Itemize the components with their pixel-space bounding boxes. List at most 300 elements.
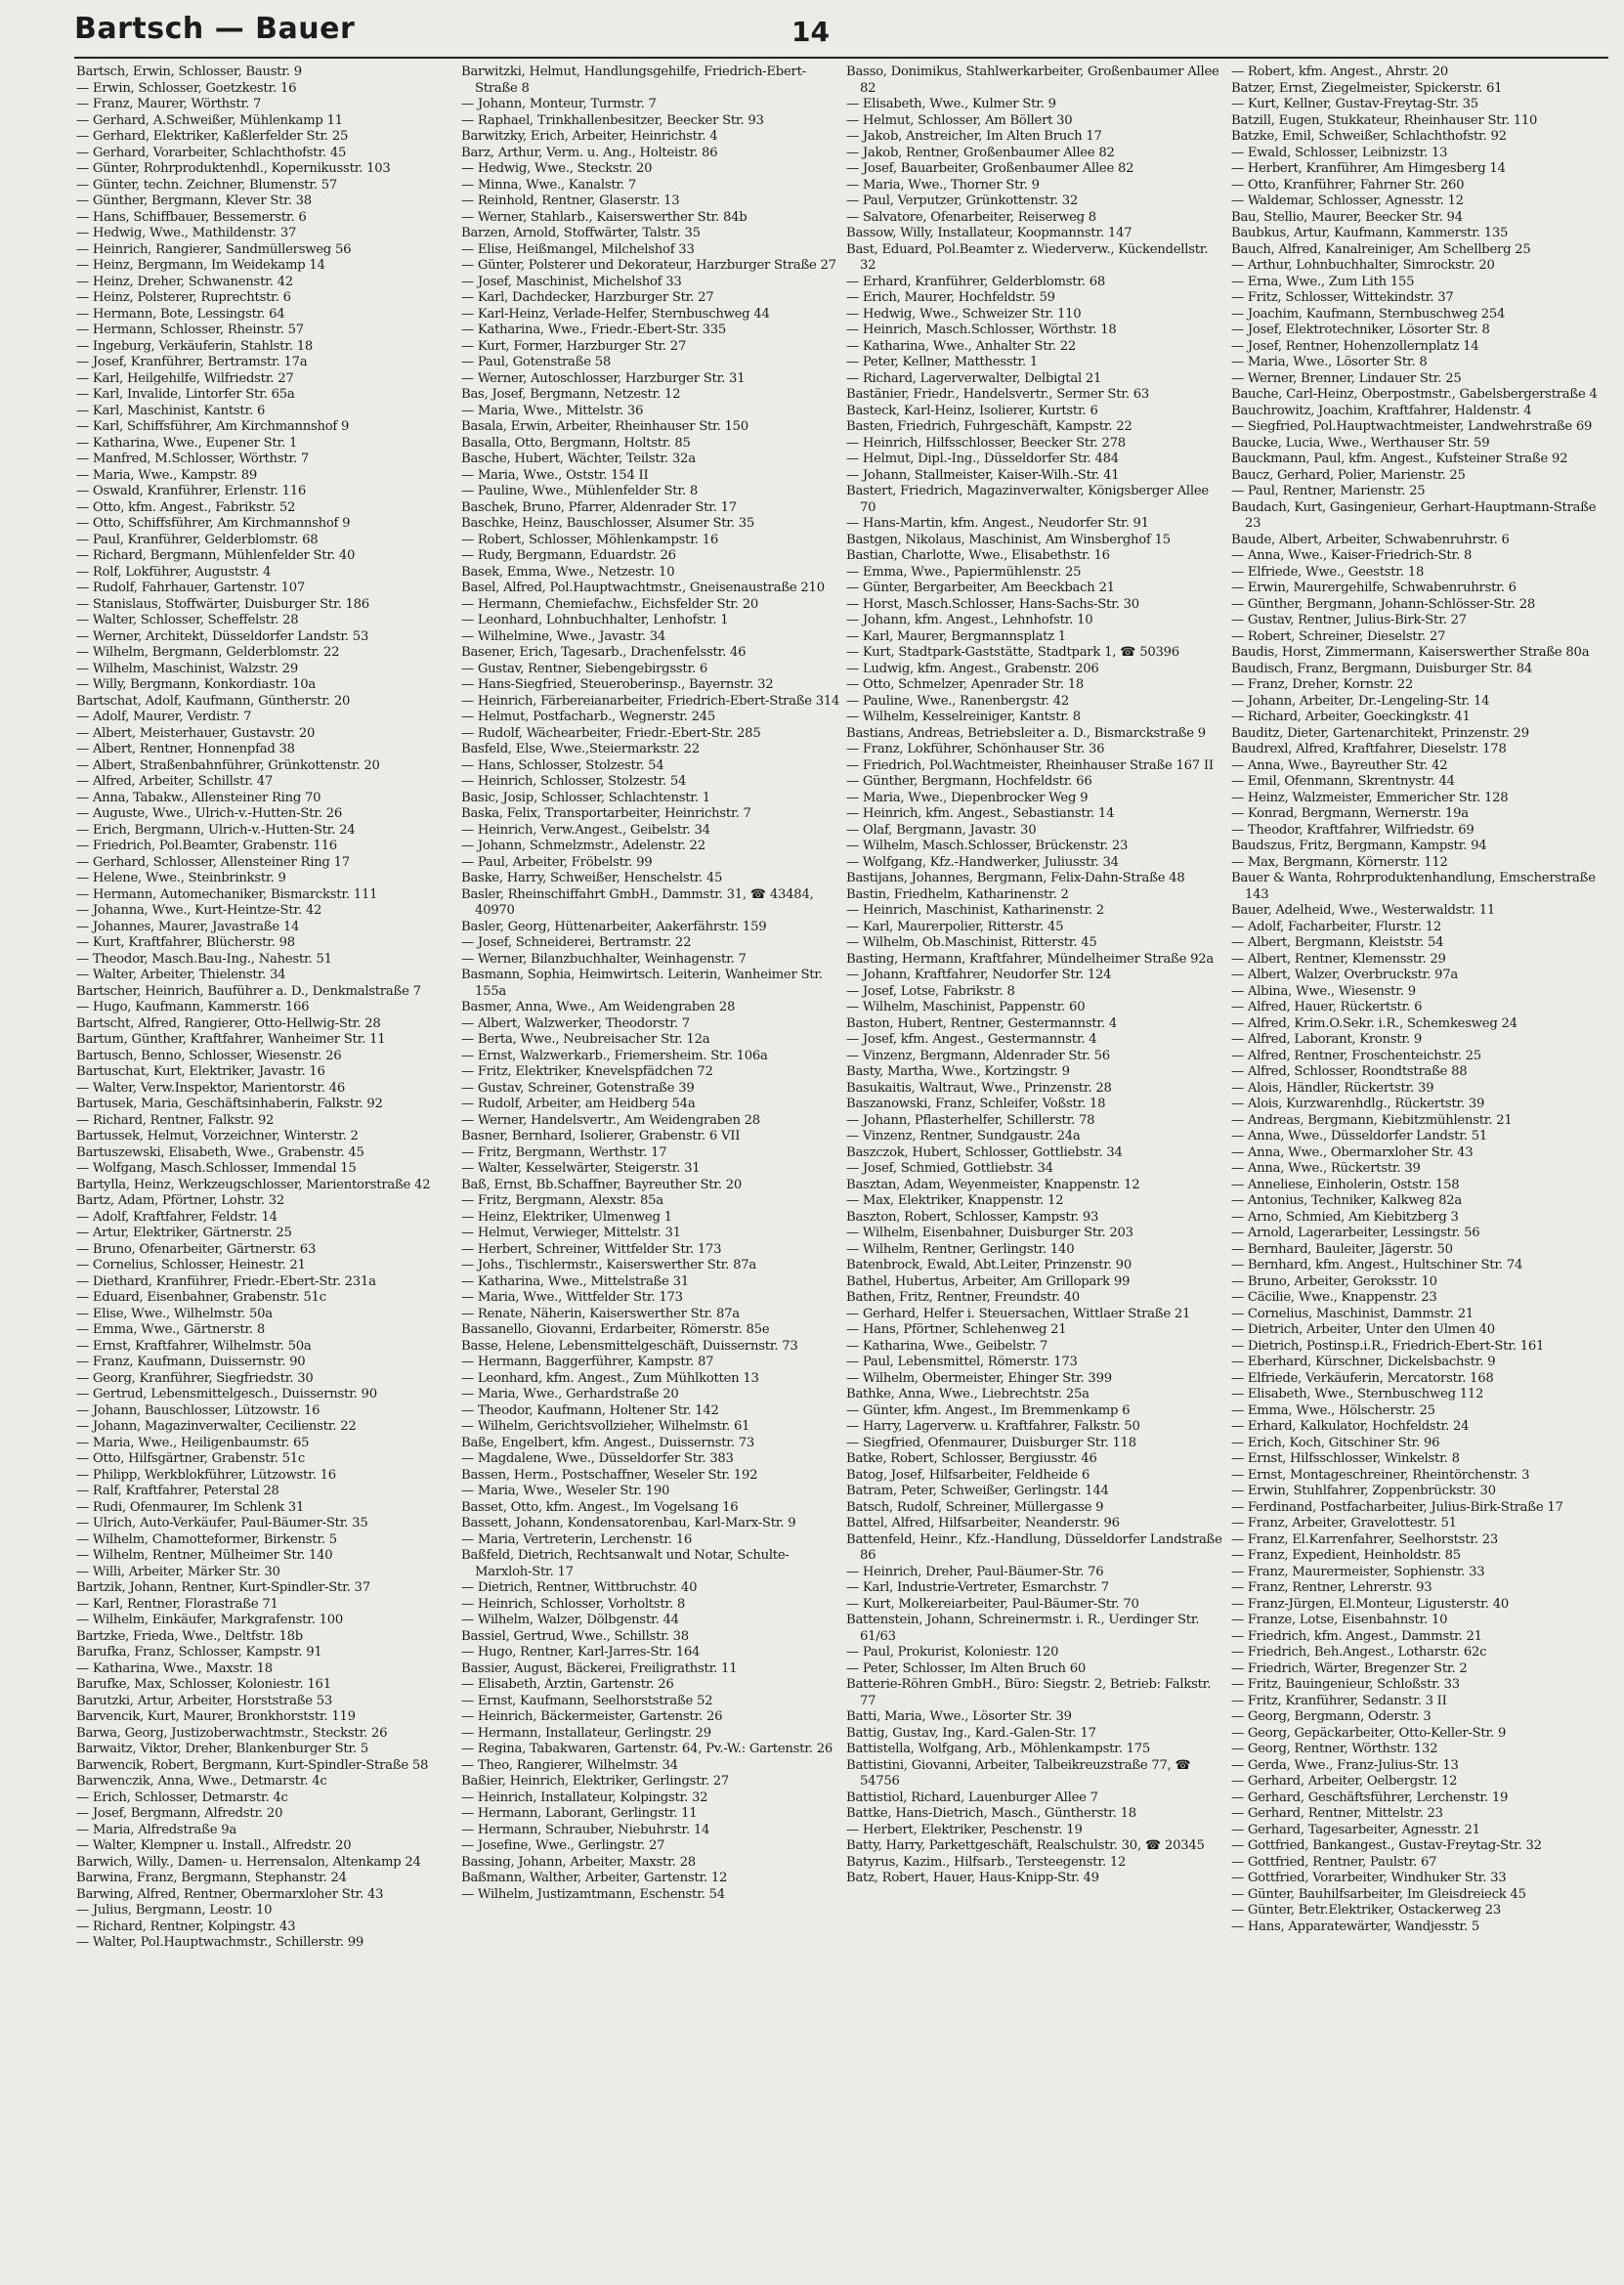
directory-entry: — Richard, Rentner, Falkstr. 92	[76, 1112, 275, 1128]
directory-entry: Bauch, Alfred, Kanalreiniger, Am Schellberg 25	[1231, 241, 1531, 257]
directory-entry: — Johannes, Maurer, Javastraße 14	[76, 919, 300, 934]
directory-entry: — Olaf, Bergmann, Javastr. 30	[846, 822, 1037, 838]
directory-entry: Basteck, Karl-Heinz, Isolierer, Kurtstr. 6	[846, 403, 1098, 418]
directory-entry: Batog, Josef, Hilfsarbeiter, Feldheide 6	[846, 1467, 1090, 1483]
directory-entry: — Heinrich, Verw.Angest., Geibelstr. 34	[461, 822, 710, 838]
directory-entry: — Franz-Jürgen, El.Monteur, Ligusterstr. 40	[1231, 1596, 1510, 1612]
directory-entry: Bartscht, Alfred, Rangierer, Otto-Hellwig-Str. 28	[76, 1015, 381, 1031]
directory-entry: Baschek, Bruno, Pfarrer, Aldenrader Str. 17	[461, 499, 737, 515]
directory-entry: Basler, Rheinschiffahrt GmbH., Dammstr. 31, ☎ 43484, 40970	[461, 886, 814, 918]
directory-entry: — Gerhard, Arbeiter, Oelbergstr. 12	[1231, 1774, 1458, 1789]
directory-entry: Batram, Peter, Schweißer, Gerlingstr. 144	[846, 1484, 1109, 1498]
directory-entry: — Antonius, Techniker, Kalkweg 82a	[1231, 1193, 1462, 1208]
directory-entry: Barz, Arthur, Verm. u. Ang., Holteistr. 86	[461, 145, 718, 160]
directory-entry: — Diethard, Kranführer, Friedr.-Ebert-Str. 231a	[76, 1273, 376, 1289]
directory-entry: Bartuschat, Kurt, Elektriker, Javastr. 16	[76, 1064, 325, 1079]
directory-entry: — Günter, Rohrproduktenhdl., Kopernikusstr. 103	[76, 161, 391, 176]
directory-entry: Basala, Erwin, Arbeiter, Rheinhauser Str. 150	[461, 419, 748, 434]
directory-entry: — Walter, Kesselwärter, Steigerstr. 31	[461, 1161, 701, 1176]
directory-entry: — Auguste, Wwe., Ulrich-v.-Hutten-Str. 26	[76, 806, 342, 821]
directory-entry: — Alfred, Schlosser, Roondtstraße 88	[1231, 1064, 1468, 1079]
directory-entry: Batsch, Rudolf, Schreiner, Müllergasse 9	[846, 1499, 1104, 1515]
directory-entry: — Theodor, Kaufmann, Holtener Str. 142	[461, 1402, 719, 1418]
directory-entry: — Dietrich, Arbeiter, Unter den Ulmen 40	[1231, 1322, 1495, 1337]
directory-entry: — Helmut, Dipl.-Ing., Düsseldorfer Str. 484	[846, 452, 1119, 466]
directory-entry: — Ingeburg, Verkäuferin, Stahlstr. 18	[76, 338, 313, 354]
directory-entry: Baudrexl, Alfred, Kraftfahrer, Dieselstr. 178	[1231, 742, 1507, 756]
directory-entry: — Johann, Kraftfahrer, Neudorfer Str. 124	[846, 968, 1112, 982]
directory-entry: Bastin, Friedhelm, Katharinenstr. 2	[846, 886, 1069, 902]
directory-entry: Bauckmann, Paul, kfm. Angest., Kufsteiner Straße 92	[1231, 452, 1568, 466]
directory-entry: — Hermann, Automechaniker, Bismarckstr. 111	[76, 886, 378, 902]
directory-entry: — Hermann, Laborant, Gerlingstr. 11	[461, 1806, 698, 1821]
directory-entry: — Gerhard, A.Schweißer, Mühlenkamp 11	[76, 112, 343, 128]
directory-entry: — Hermann, Chemiefachw., Eichsfelder Str. 20	[461, 596, 759, 612]
directory-entry: — Richard, Arbeiter, Goeckingkstr. 41	[1231, 710, 1471, 724]
directory-entry: — Albert, Walzer, Overbruckstr. 97a	[1231, 968, 1459, 982]
directory-entry: — Karl, Schiffsführer, Am Kirchmannshof 9	[76, 419, 350, 434]
directory-entry: — Elisabeth, Wwe., Kulmer Str. 9	[846, 97, 1056, 111]
directory-entry: — Wilhelm, Rentner, Mülheimer Str. 140	[76, 1548, 333, 1563]
directory-entry: Barwenczik, Anna, Wwe., Detmarstr. 4c	[76, 1774, 327, 1789]
directory-entry: — Franz, Maurer, Wörthstr. 7	[76, 97, 262, 111]
directory-entry: — Wilhelm, Chamotteformer, Birkenstr. 5	[76, 1531, 337, 1547]
directory-entry: — Siegfried, Ofenmaurer, Duisburger Str. 118	[846, 1435, 1136, 1450]
directory-entry: Baske, Harry, Schweißer, Henschelstr. 45	[461, 871, 723, 885]
directory-entry: Battistini, Giovanni, Arbeiter, Talbeikreuzstraße 77, ☎ 54756	[846, 1757, 1191, 1789]
directory-entry: — Josef, Bergmann, Alfredstr. 20	[76, 1806, 283, 1821]
directory-entry: — Heinz, Dreher, Schwanenstr. 42	[76, 274, 293, 289]
directory-entry: — Alois, Händler, Rückertstr. 39	[1231, 1080, 1434, 1096]
directory-entry: Bauer, Adelheid, Wwe., Westerwaldstr. 11	[1231, 903, 1495, 918]
directory-entry: — Franz, Expedient, Heinholdstr. 85	[1231, 1548, 1461, 1563]
directory-entry: — Ewald, Schlosser, Leibnizstr. 13	[1231, 145, 1448, 160]
directory-entry: Battig, Gustav, Ing., Kard.-Galen-Str. 17	[846, 1725, 1096, 1741]
directory-entry: — Helmut, Verwieger, Mittelstr. 31	[461, 1226, 681, 1240]
directory-entry: — Gustav, Schreiner, Gotenstraße 39	[461, 1080, 695, 1096]
directory-entry: Battke, Hans-Dietrich, Masch., Güntherstr. 18	[846, 1806, 1136, 1821]
directory-entry: — Kurt, Molkereiarbeiter, Paul-Bäumer-Str. 70	[846, 1596, 1139, 1612]
directory-entry: Bastian, Charlotte, Wwe., Elisabethstr. 16	[846, 548, 1110, 563]
directory-entry: — Otto, Hilfsgärtner, Grabenstr. 51c	[76, 1451, 306, 1466]
directory-entry: — Friedrich, Pol.Beamter, Grabenstr. 116	[76, 839, 337, 853]
directory-entry: — Hans-Martin, kfm. Angest., Neudorfer Str. 91	[846, 516, 1149, 531]
directory-entry: Baudis, Horst, Zimmermann, Kaiserswerther Straße 80a	[1231, 645, 1590, 660]
directory-entry: Basner, Bernhard, Isolierer, Grabenstr. 6 VII	[461, 1129, 741, 1143]
directory-entry: — Paul, Lebensmittel, Römerstr. 173	[846, 1355, 1078, 1369]
directory-entry: — Georg, Kranführer, Siegfriedstr. 30	[76, 1370, 314, 1386]
directory-entry: — Anna, Wwe., Bayreuther Str. 42	[1231, 757, 1448, 773]
directory-entry: — Heinz, Elektriker, Ulmenweg 1	[461, 1209, 672, 1225]
directory-entry: Battel, Alfred, Hilfsarbeiter, Neanderstr. 96	[846, 1516, 1120, 1531]
directory-entry: Batti, Maria, Wwe., Lösorter Str. 39	[846, 1709, 1072, 1724]
directory-entry: — Franz, Arbeiter, Gravelottestr. 51	[1231, 1516, 1457, 1531]
directory-entry: — Karl-Heinz, Verlade-Helfer, Sternbuschweg 44	[461, 306, 770, 322]
directory-entry: — Alfred, Arbeiter, Schillstr. 47	[76, 774, 273, 789]
directory-entry: — Wilhelm, Walzer, Dölbgenstr. 44	[461, 1613, 679, 1627]
directory-entry: — Waldemar, Schlosser, Agnesstr. 12	[1231, 194, 1464, 208]
directory-entry: — Philipp, Werkblokführer, Lützowstr. 16	[76, 1467, 336, 1483]
directory-entry: Basener, Erich, Tagesarb., Drachenfelsstr. 46	[461, 645, 747, 660]
directory-entry: — Paul, Verputzer, Grünkottenstr. 32	[846, 194, 1078, 208]
directory-entry: — Fritz, Bergmann, Alexstr. 85a	[461, 1193, 663, 1208]
directory-entry: Bastänier, Friedr., Handelsvertr., Sermer Str. 63	[846, 387, 1150, 402]
directory-entry: — Alfred, Hauer, Rückertstr. 6	[1231, 1000, 1423, 1014]
directory-entry: Barufka, Franz, Schlosser, Kampstr. 91	[76, 1645, 322, 1660]
directory-entry: — Leonhard, kfm. Angest., Zum Mühlkotten 13	[461, 1370, 759, 1386]
directory-entry: — Arnold, Lagerarbeiter, Lessingstr. 56	[1231, 1226, 1480, 1240]
column-1	[76, 65, 455, 2263]
directory-entry: — Gottfried, Vorarbeiter, Windhuker Str. 33	[1231, 1871, 1507, 1885]
directory-entry: — Katharina, Wwe., Maxstr. 18	[76, 1660, 273, 1676]
directory-entry: Basting, Hermann, Kraftfahrer, Mündelheimer Straße 92a	[846, 951, 1215, 967]
header-rule	[74, 57, 1608, 59]
directory-entry: Baubkus, Artur, Kaufmann, Kammerstr. 135	[1231, 226, 1509, 240]
directory-entry: — Rolf, Lokführer, Auguststr. 4	[76, 564, 272, 580]
directory-entry: — Albert, Meisterhauer, Gustavstr. 20	[76, 725, 316, 741]
directory-entry: — Manfred, M.Schlosser, Wörthstr. 7	[76, 452, 310, 466]
directory-entry: — Maria, Vertreterin, Lerchenstr. 16	[461, 1531, 692, 1547]
column-3	[846, 65, 1225, 2263]
directory-entry: — Katharina, Wwe., Anhalter Str. 22	[846, 338, 1077, 354]
directory-entry: — Anneliese, Einholerin, Oststr. 158	[1231, 1177, 1460, 1192]
directory-entry: — Paul, Gotenstraße 58	[461, 355, 612, 369]
directory-entry: — Arno, Schmied, Am Kiebitzberg 3	[1231, 1209, 1459, 1225]
directory-entry: Batzke, Emil, Schweißer, Schlachthofstr. 92	[1231, 129, 1507, 144]
directory-entry: — Robert, kfm. Angest., Ahrstr. 20	[1231, 65, 1449, 79]
directory-entry: Barzen, Arnold, Stoffwärter, Talstr. 35	[461, 226, 701, 240]
directory-entry: — Günter, kfm. Angest., Im Bremmenkamp 6	[846, 1402, 1131, 1418]
directory-entry: Basler, Georg, Hüttenarbeiter, Aakerfährstr. 159	[461, 919, 767, 934]
directory-entry: — Pauline, Wwe., Mühlenfelder Str. 8	[461, 484, 698, 498]
directory-entry: — Rudolf, Arbeiter, am Heidberg 54a	[461, 1097, 696, 1111]
directory-entry: Baudach, Kurt, Gasingenieur, Gerhart-Hauptmann-Straße 23	[1231, 499, 1597, 531]
directory-entry: — Eduard, Eisenbahner, Grabenstr. 51c	[76, 1290, 326, 1305]
directory-entry: — Maria, Alfredstraße 9a	[76, 1822, 236, 1837]
directory-entry: Batterie-Röhren GmbH., Büro: Siegstr. 2, Betrieb: Falkstr. 77	[846, 1677, 1212, 1708]
directory-entry: — Gottfried, Bankangest., Gustav-Freytag-Str. 32	[1231, 1838, 1542, 1853]
directory-entry: — Rudolf, Fahrhauer, Gartenstr. 107	[76, 581, 306, 595]
directory-entry: — Ralf, Kraftfahrer, Peterstal 28	[76, 1484, 279, 1498]
directory-entry: — Ernst, Kraftfahrer, Wilhelmstr. 50a	[76, 1338, 312, 1354]
directory-entry: — Walter, Arbeiter, Thielenstr. 34	[76, 968, 286, 982]
directory-entry: — Herbert, Schreiner, Wittfelder Str. 173	[461, 1241, 722, 1257]
directory-entry: — Robert, Schreiner, Dieselstr. 27	[1231, 628, 1446, 644]
directory-entry: — Emma, Wwe., Gärtnerstr. 8	[76, 1322, 266, 1337]
directory-entry: — Julius, Bergmann, Leostr. 10	[76, 1903, 273, 1918]
directory-entry: Bastert, Friedrich, Magazinverwalter, Königsberger Allee 70	[846, 484, 1209, 515]
directory-entry: — Alfred, Krim.O.Sekr. i.R., Schemkesweg 24	[1231, 1015, 1517, 1031]
directory-entry: Batty, Harry, Parkettgeschäft, Realschulstr. 30, ☎ 20345	[846, 1838, 1205, 1853]
directory-entry: Bassen, Herm., Postschaffner, Weseler Str. 192	[461, 1467, 758, 1483]
directory-entry: — Josef, Schneiderei, Bertramstr. 22	[461, 935, 692, 950]
directory-entry: — Maria, Wwe., Gerhardstraße 20	[461, 1387, 679, 1401]
directory-entry: — Erwin, Schlosser, Goetzkestr. 16	[76, 80, 297, 96]
directory-entry: Batz, Robert, Hauer, Haus-Knipp-Str. 49	[846, 1871, 1099, 1885]
directory-entry: — Walter, Pol.Hauptwachmstr., Schillerstr. 99	[76, 1935, 364, 1950]
directory-entry: — Emma, Wwe., Hölscherstr. 25	[1231, 1402, 1435, 1418]
directory-entry: — Kurt, Former, Harzburger Str. 27	[461, 338, 687, 354]
directory-entry: — Franz, Kaufmann, Duissernstr. 90	[76, 1355, 306, 1369]
directory-entry: — Karl, Maurer, Bergmannsplatz 1	[846, 628, 1066, 644]
directory-entry: — Günter, techn. Zeichner, Blumenstr. 57	[76, 177, 337, 193]
directory-entry: Bastians, Andreas, Betriebsleiter a. D., Bismarckstraße 9	[846, 725, 1206, 741]
directory-entry: — Hans, Schiffbauer, Bessemerstr. 6	[76, 209, 307, 225]
directory-entry: Bartylla, Heinz, Werkzeugschlosser, Marientorstraße 42	[76, 1177, 431, 1192]
directory-entry: — Kurt, Kellner, Gustav-Freytag-Str. 35	[1231, 97, 1478, 111]
directory-entry: — Dietrich, Postinsp.i.R., Friedrich-Ebert-Str. 161	[1231, 1338, 1545, 1354]
directory-entry: — Karl, Maschinist, Kantstr. 6	[76, 403, 266, 418]
directory-entry: — Wilhelm, Einkäufer, Markgrafenstr. 100	[76, 1613, 344, 1627]
directory-entry: Baucke, Lucia, Wwe., Werthauser Str. 59	[1231, 435, 1490, 451]
directory-entry: Bartscher, Heinrich, Bauführer a. D., Denkmalstraße 7	[76, 983, 421, 999]
directory-entry: Basse, Helene, Lebensmittelgeschäft, Duissernstr. 73	[461, 1338, 798, 1354]
directory-entry: Bartz, Adam, Pförtner, Lohstr. 32	[76, 1193, 285, 1208]
directory-entry: — Arthur, Lohnbuchhalter, Simrockstr. 20	[1231, 258, 1495, 273]
directory-entry: Basmer, Anna, Wwe., Am Weidengraben 28	[461, 1000, 736, 1014]
directory-entry: — Cornelius, Schlosser, Heinestr. 21	[76, 1258, 306, 1272]
directory-entry: — Albert, Walzwerker, Theodorstr. 7	[461, 1015, 690, 1031]
directory-entry: — Günther, Bergmann, Johann-Schlösser-Str. 28	[1231, 596, 1536, 612]
directory-entry: Bassier, August, Bäckerei, Freiligrathstr. 11	[461, 1660, 738, 1676]
directory-entry: — Gerhard, Vorarbeiter, Schlachthofstr. 45	[76, 145, 347, 160]
directory-entry: — Heinz, Walzmeister, Emmericher Str. 128	[1231, 790, 1509, 805]
directory-entry: Baucz, Gerhard, Polier, Marienstr. 25	[1231, 467, 1466, 483]
directory-entry: Basfeld, Else, Wwe.,Steiermarkstr. 22	[461, 742, 700, 756]
directory-entry: — Hedwig, Wwe., Mathildenstr. 37	[76, 226, 297, 240]
directory-entry: Barwing, Alfred, Rentner, Obermarxloher Str. 43	[76, 1886, 384, 1902]
directory-entry: — Josef, Bauarbeiter, Großenbaumer Allee 82	[846, 161, 1134, 176]
directory-entry: — Georg, Gepäckarbeiter, Otto-Keller-Str. 9	[1231, 1725, 1507, 1741]
directory-entry: — Walter, Verw.Inspektor, Marientorstr. 46	[76, 1080, 346, 1096]
directory-entry: — Albert, Rentner, Klemensstr. 29	[1231, 951, 1446, 967]
directory-entry: Bau, Stellio, Maurer, Beecker Str. 94	[1231, 209, 1463, 225]
directory-entry: Basso, Donimikus, Stahlwerkarbeiter, Großenbaumer Allee 82	[846, 65, 1219, 96]
directory-entry: — Johs., Tischlermstr., Kaiserswerther Str. 87a	[461, 1258, 756, 1272]
directory-entry: — Heinrich, Installateur, Kolpingstr. 32	[461, 1789, 708, 1805]
directory-entry: — Andreas, Bergmann, Kiebitzmühlenstr. 21	[1231, 1112, 1513, 1128]
directory-entry: — Erna, Wwe., Zum Lith 155	[1231, 274, 1415, 289]
directory-entry: Bassing, Johann, Arbeiter, Maxstr. 28	[461, 1854, 696, 1870]
directory-entry: — Hugo, Kaufmann, Kammerstr. 166	[76, 1000, 310, 1014]
directory-entry: Barufke, Max, Schlosser, Koloniestr. 161	[76, 1677, 331, 1692]
directory-entry: Bassanello, Giovanni, Erdarbeiter, Römerstr. 85e	[461, 1322, 770, 1337]
directory-entry: — Katharina, Wwe., Geibelstr. 7	[846, 1338, 1048, 1354]
column-2	[461, 65, 840, 2263]
directory-entry: — Heinrich, Maschinist, Katharinenstr. 2	[846, 903, 1104, 918]
directory-entry: — Elisabeth, Ärztin, Gartenstr. 26	[461, 1677, 674, 1692]
directory-entry: — Erhard, Kalkulator, Hochfeldstr. 24	[1231, 1419, 1470, 1434]
directory-entry: — Fritz, Kranführer, Sedanstr. 3 II	[1231, 1693, 1447, 1708]
directory-entry: Bauditz, Dieter, Gartenarchitekt, Prinzenstr. 29	[1231, 725, 1529, 741]
directory-entry: — Herbert, Kranführer, Am Himgesberg 14	[1231, 161, 1506, 176]
directory-entry: — Erich, Maurer, Hochfeldstr. 59	[846, 290, 1055, 305]
directory-entry: Baßfeld, Dietrich, Rechtsanwalt und Notar, Schulte-Marxloh-Str. 17	[461, 1548, 790, 1579]
directory-entry: — Elise, Heißmangel, Milchelshof 33	[461, 241, 695, 257]
directory-entry: — Georg, Rentner, Wörthstr. 132	[1231, 1742, 1438, 1756]
directory-entry: — Helene, Wwe., Steinbrinkstr. 9	[76, 871, 286, 885]
directory-entry: — Gustav, Rentner, Julius-Birk-Str. 27	[1231, 613, 1467, 627]
directory-entry: — Maria, Wwe., Oststr. 154 II	[461, 467, 649, 483]
directory-entry: — Heinrich, Hilfsschlosser, Beecker Str. 278	[846, 435, 1126, 451]
directory-entry: — Erwin, Maurergehilfe, Schwabenruhrstr. 6	[1231, 581, 1517, 595]
directory-entry: — Wilhelm, Eisenbahner, Duisburger Str. 203	[846, 1226, 1133, 1240]
directory-entry: Bassett, Johann, Kondensatorenbau, Karl-Marx-Str. 9	[461, 1516, 796, 1531]
directory-entry: Baska, Felix, Transportarbeiter, Heinrichstr. 7	[461, 806, 751, 821]
directory-entry: — Josefine, Wwe., Gerlingstr. 27	[461, 1838, 665, 1853]
directory-entry: — Elfriede, Verkäuferin, Mercatorstr. 168	[1231, 1370, 1494, 1386]
directory-entry: — Dietrich, Rentner, Wittbruchstr. 40	[461, 1580, 698, 1595]
directory-entry: — Vinzenz, Rentner, Sundgaustr. 24a	[846, 1129, 1081, 1143]
directory-entry: — Maria, Wwe., Diepenbrocker Weg 9	[846, 790, 1089, 805]
directory-entry: — Alfred, Rentner, Froschenteichstr. 25	[1231, 1048, 1481, 1063]
directory-entry: — Vinzenz, Bergmann, Aldenrader Str. 56	[846, 1048, 1110, 1063]
directory-entry: — Otto, Kranführer, Fahrner Str. 260	[1231, 177, 1465, 193]
directory-entry: — Oswald, Kranführer, Erlenstr. 116	[76, 484, 307, 498]
directory-entry: — Heinrich, kfm. Angest., Sebastianstr. 14	[846, 806, 1115, 821]
directory-entry: Baszczok, Hubert, Schlosser, Gottliebstr. 34	[846, 1144, 1123, 1160]
directory-entry: — Kurt, Stadtpark-Gaststätte, Stadtpark 1, ☎ 50396	[846, 645, 1179, 660]
directory-entry: Bast, Eduard, Pol.Beamter z. Wiederverw., Kückendellstr. 32	[846, 241, 1209, 273]
directory-entry: — Wilhelm, Justizamtmann, Eschenstr. 54	[461, 1886, 725, 1902]
directory-entry: Barvencik, Kurt, Maurer, Bronkhorststr. 119	[76, 1709, 356, 1724]
directory-entry: Basset, Otto, kfm. Angest., Im Vogelsang 16	[461, 1499, 739, 1515]
directory-entry: — Minna, Wwe., Kanalstr. 7	[461, 177, 637, 193]
directory-entry: — Albina, Wwe., Wiesenstr. 9	[1231, 983, 1416, 999]
directory-entry: — Adolf, Maurer, Verdistr. 7	[76, 710, 252, 724]
directory-entry: — Hermann, Bote, Lessingstr. 64	[76, 306, 285, 322]
directory-entry: — Alois, Kurzwarenhdlg., Rückertstr. 39	[1231, 1097, 1485, 1111]
directory-entry: Barwencik, Robert, Bergmann, Kurt-Spindler-Straße 58	[76, 1757, 429, 1773]
directory-entry: — Theodor, Kraftfahrer, Wilfriedstr. 69	[1231, 822, 1474, 838]
directory-entry: — Josef, Maschinist, Michelshof 33	[461, 274, 682, 289]
directory-entry: — Gustav, Rentner, Siebengebirgsstr. 6	[461, 661, 708, 676]
directory-entry: — Franz, Lokführer, Schönhauser Str. 36	[846, 742, 1105, 756]
directory-entry: — Gertrud, Lebensmittelgesch., Duissernstr. 90	[76, 1387, 377, 1401]
directory-entry: — Alfred, Laborant, Kronstr. 9	[1231, 1032, 1423, 1047]
directory-entry: — Karl, Rentner, Florastraße 71	[76, 1596, 278, 1612]
directory-entry: — Franz, Maurermeister, Sophienstr. 33	[1231, 1564, 1485, 1579]
directory-entry: Bauche, Carl-Heinz, Oberpostmstr., Gabelsbergerstraße 4	[1231, 387, 1598, 402]
directory-entry: — Heinrich, Färbereianarbeiter, Friedrich-Ebert-Straße 314	[461, 693, 840, 709]
directory-entry: — Johann, Monteur, Turmstr. 7	[461, 97, 657, 111]
directory-entry: — Theodor, Masch.Bau-Ing., Nahestr. 51	[76, 951, 332, 967]
directory-entry: Barutzki, Artur, Arbeiter, Horststraße 53	[76, 1693, 333, 1708]
directory-entry: — Franze, Lotse, Eisenbahnstr. 10	[1231, 1613, 1448, 1627]
directory-entry: — Elise, Wwe., Wilhelmstr. 50a	[76, 1306, 273, 1321]
page-number: 14	[791, 16, 830, 48]
directory-entry: — Hans, Schlosser, Stolzestr. 54	[461, 757, 664, 773]
directory-entry: Basic, Josip, Schlosser, Schlachtenstr. 1	[461, 790, 710, 805]
directory-entry: Bartussek, Helmut, Vorzeichner, Winterstr. 2	[76, 1129, 359, 1143]
directory-entry: — Hermann, Installateur, Gerlingstr. 29	[461, 1725, 711, 1741]
directory-entry: Bartusch, Benno, Schlosser, Wiesenstr. 26	[76, 1048, 342, 1063]
directory-entry: Basalla, Otto, Bergmann, Holtstr. 85	[461, 435, 691, 451]
directory-entry: — Johann, Magazinverwalter, Cecilienstr. 22	[76, 1419, 357, 1434]
directory-entry: — Cornelius, Maschinist, Dammstr. 21	[1231, 1306, 1474, 1321]
directory-entry: — Richard, Rentner, Kolpingstr. 43	[76, 1919, 296, 1934]
directory-entry: — Albert, Rentner, Honnenpfad 38	[76, 742, 295, 756]
directory-entry: — Bruno, Ofenarbeiter, Gärtnerstr. 63	[76, 1241, 317, 1257]
directory-entry: — Johann, Bauschlosser, Lützowstr. 16	[76, 1402, 321, 1418]
directory-entry: — Gottfried, Rentner, Paulstr. 67	[1231, 1854, 1437, 1870]
directory-entry: — Franz, Dreher, Kornstr. 22	[1231, 677, 1414, 692]
directory-entry: — Hans-Siegfried, Steueroberinsp., Bayernstr. 32	[461, 677, 774, 692]
directory-entry: Bartzik, Johann, Rentner, Kurt-Spindler-Str. 37	[76, 1580, 370, 1595]
directory-entry: — Anna, Wwe., Kaiser-Friedrich-Str. 8	[1231, 548, 1473, 563]
directory-entry: — Johann, Pflasterhelfer, Schillerstr. 78	[846, 1112, 1095, 1128]
directory-entry: — Pauline, Wwe., Ranenbergstr. 42	[846, 693, 1070, 709]
directory-entry: Bartum, Günther, Kraftfahrer, Wanheimer Str. 11	[76, 1032, 386, 1047]
directory-entry: — Wilhelmine, Wwe., Javastr. 34	[461, 628, 666, 644]
directory-entry: — Heinrich, Masch.Schlosser, Wörthstr. 18	[846, 323, 1117, 337]
directory-entry: — Wilhelm, Maschinist, Pappenstr. 60	[846, 1000, 1086, 1014]
directory-entry: — Maria, Wwe., Kampstr. 89	[76, 467, 257, 483]
directory-entry: Basztan, Adam, Weyenmeister, Knappenstr. 12	[846, 1177, 1140, 1192]
directory-entry: Bas, Josef, Bergmann, Netzestr. 12	[461, 387, 681, 402]
directory-entry: Baude, Albert, Arbeiter, Schwabenruhrstr. 6	[1231, 532, 1510, 547]
directory-entry: — Wolfgang, Masch.Schlosser, Immendal 15	[76, 1161, 357, 1176]
directory-entry: — Wilhelm, Ob.Maschinist, Ritterstr. 45	[846, 935, 1097, 950]
directory-entry: Bastgen, Nikolaus, Maschinist, Am Winsberghof 15	[846, 532, 1171, 547]
directory-entry: — Helmut, Postfacharb., Wegnerstr. 245	[461, 710, 716, 724]
directory-entry: — Ernst, Montageschreiner, Rheintörchenstr. 3	[1231, 1467, 1530, 1483]
directory-entry: Barwina, Franz, Bergmann, Stephanstr. 24	[76, 1871, 347, 1885]
directory-entry: — Ferdinand, Postfacharbeiter, Julius-Birk-Straße 17	[1231, 1499, 1563, 1515]
directory-entry: — Günther, Bergmann, Hochfeldstr. 66	[846, 774, 1092, 789]
directory-entry: — Peter, Kellner, Matthesstr. 1	[846, 355, 1039, 369]
directory-entry: — Anna, Tabakw., Allensteiner Ring 70	[76, 790, 321, 805]
directory-entry: Barwitzki, Helmut, Handlungsgehilfe, Friedrich-Ebert-Straße 8	[461, 65, 806, 96]
directory-entry: — Elfriede, Wwe., Geeststr. 18	[1231, 564, 1425, 580]
directory-entry: — Ernst, Kaufmann, Seelhorststraße 52	[461, 1693, 713, 1708]
directory-entry: — Gerhard, Rentner, Mittelstr. 23	[1231, 1806, 1443, 1821]
directory-entry: — Hans, Pförtner, Schlehenweg 21	[846, 1322, 1067, 1337]
directory-entry: — Anna, Wwe., Rückertstr. 39	[1231, 1161, 1421, 1176]
directory-entry: — Maria, Wwe., Mittelstr. 36	[461, 403, 644, 418]
directory-entry: Battistiol, Richard, Lauenburger Allee 7	[846, 1789, 1098, 1805]
directory-entry: Baudisch, Franz, Bergmann, Duisburger Str. 84	[1231, 661, 1532, 676]
directory-entry: Basukaitis, Waltraut, Wwe., Prinzenstr. 28	[846, 1080, 1112, 1096]
directory-entry: — Bernhard, kfm. Angest., Hultschiner Str. 74	[1231, 1258, 1523, 1272]
directory-entry: — Wilhelm, Bergmann, Gelderblomstr. 22	[76, 645, 340, 660]
directory-entry: — Karl, Industrie-Vertreter, Esmarchstr. 7	[846, 1580, 1109, 1595]
directory-entry: — Ulrich, Auto-Verkäufer, Paul-Bäumer-Str. 35	[76, 1516, 368, 1531]
running-head: Bartsch — Bauer	[74, 12, 356, 46]
directory-entry: — Max, Bergmann, Körnerstr. 112	[1231, 854, 1448, 870]
directory-entry: — Ludwig, kfm. Angest., Grabenstr. 206	[846, 661, 1099, 676]
directory-entry: Baszton, Robert, Schlosser, Kampstr. 93	[846, 1209, 1099, 1225]
directory-entry: — Gerhard, Elektriker, Kaßlerfelder Str. 25	[76, 129, 349, 144]
directory-entry: — Theo, Rangierer, Wilhelmstr. 34	[461, 1757, 678, 1773]
directory-entry: — Anna, Wwe., Obermarxloher Str. 43	[1231, 1144, 1474, 1160]
directory-entry: Barwaitz, Viktor, Dreher, Blankenburger Str. 5	[76, 1742, 369, 1756]
directory-entry: — Hermann, Schrauber, Niebuhrstr. 14	[461, 1822, 710, 1837]
directory-entry: — Johann, Schmelzmstr., Adelenstr. 22	[461, 839, 705, 853]
directory-entry: Batzill, Eugen, Stukkateur, Rheinhauser Str. 110	[1231, 112, 1538, 128]
directory-entry: — Paul, Prokurist, Koloniestr. 120	[846, 1645, 1059, 1660]
directory-entry: — Willy, Bergmann, Konkordiastr. 10a	[76, 677, 317, 692]
directory-entry: — Renate, Näherin, Kaiserswerther Str. 87a	[461, 1306, 740, 1321]
directory-entry: Bartusek, Maria, Geschäftsinhaberin, Falkstr. 92	[76, 1097, 383, 1111]
directory-entry: — Hermann, Baggerführer, Kampstr. 87	[461, 1355, 714, 1369]
directory-entry: — Ernst, Hilfsschlosser, Winkelstr. 8	[1231, 1451, 1460, 1466]
directory-entry: — Werner, Stahlarb., Kaiserswerther Str. 84b	[461, 209, 748, 225]
directory-entry: — Gerda, Wwe., Franz-Julius-Str. 13	[1231, 1757, 1459, 1773]
directory-entry: — Heinrich, Schlosser, Stolzestr. 54	[461, 774, 687, 789]
directory-entry: — Maria, Wwe., Wittfelder Str. 173	[461, 1290, 683, 1305]
directory-entry: — Johanna, Wwe., Kurt-Heintze-Str. 42	[76, 903, 322, 918]
